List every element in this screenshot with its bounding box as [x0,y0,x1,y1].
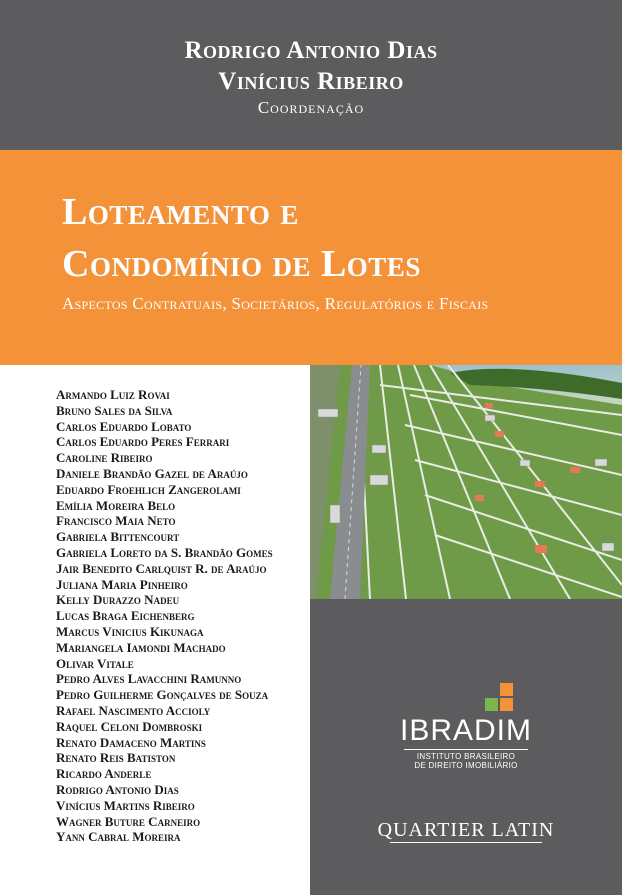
contributor-name: Eduardo Froehlich Zangerolami [56,481,241,497]
contributor-name: Gabriela Loreto da S. Brandão Gomes [56,544,273,560]
coordination-label: Coordenação [257,98,365,117]
contributor-name: Renato Damaceno Martins [56,734,206,750]
contributor-name: Armando Luiz Rovai [56,387,170,402]
contributor-name: Renato Reis Batiston [56,750,176,766]
contributor-name: Gabriela Bittencourt [56,529,180,545]
contributor-name: Caroline Ribeiro [56,450,153,466]
ibradim-logo-square [485,698,498,711]
contributor-name: Jair Benedito Carlquist R. de Araújo [56,560,267,576]
header-band [0,0,622,150]
publisher-underline [390,842,542,843]
contributor-name: Carlos Eduardo Peres Ferrari [56,434,230,450]
title-line: Loteamento e [62,191,299,233]
contributor-name: Rodrigo Antonio Dias [56,781,179,797]
ibradim-divider [404,749,528,750]
contributor-name: Marcus Vinicius Kikunaga [56,623,204,639]
ibradim-logo [310,715,622,770]
contributor-name: Ricardo Anderle [56,766,152,782]
contributor-name: Rafael Nascimento Accioly [56,702,211,718]
contributor-name: Raquel Celoni Dombroski [56,718,203,734]
contributor-name: Lucas Braga Eichenberg [56,608,195,624]
contributor-name: Yann Cabral Moreira [56,829,181,845]
publisher-name: QUARTIER LATIN [377,819,555,841]
ibradim-logo-square [500,698,513,711]
contributor-name: Emília Moreira Belo [56,497,176,513]
coordinator-name: Vinícius Ribeiro [218,68,404,95]
contributor-name: Juliana Maria Pinheiro [56,576,188,592]
contributor-name: Mariangela Iamondi Machado [56,639,226,655]
book-title [62,186,421,290]
contributor-name: Wagner Buture Carneiro [56,813,201,829]
contributor-name: Carlos Eduardo Lobato [56,418,192,434]
contributor-name: Kelly Durazzo Nadeu [56,592,180,608]
contributor-name: Francisco Maia Neto [56,513,176,529]
contributors-panel [0,365,310,895]
contributor-name: Daniele Brandão Gazel de Araújo [56,465,248,481]
aerial-subdivision-photo [310,365,622,599]
contributor-name: Bruno Sales da Silva [56,402,173,418]
ibradim-line1: INSTITUTO BRASILEIRO [416,752,516,761]
title-band [0,150,622,365]
contributor-name: Vinícius Martins Ribeiro [56,797,195,813]
contributor-name: Pedro Alves Lavacchini Ramunno [56,671,242,687]
book-subtitle: Aspectos Contratuais, Societários, Regulatórios e Fiscais [62,294,489,313]
ibradim-logo-square [500,683,513,696]
ibradim-name: IBRADIM [399,714,532,747]
title-line: Condomínio de Lotes [62,243,421,285]
coordinator-name: Rodrigo Antonio Dias [184,37,438,64]
ibradim-line2: DE DIREITO IMOBILIÁRIO [414,761,518,770]
right-panel [310,365,622,895]
contributor-name: Olivar Vitale [56,655,134,671]
contributors-list [56,387,273,845]
contributor-name: Pedro Guilherme Gonçalves de Souza [56,687,269,703]
